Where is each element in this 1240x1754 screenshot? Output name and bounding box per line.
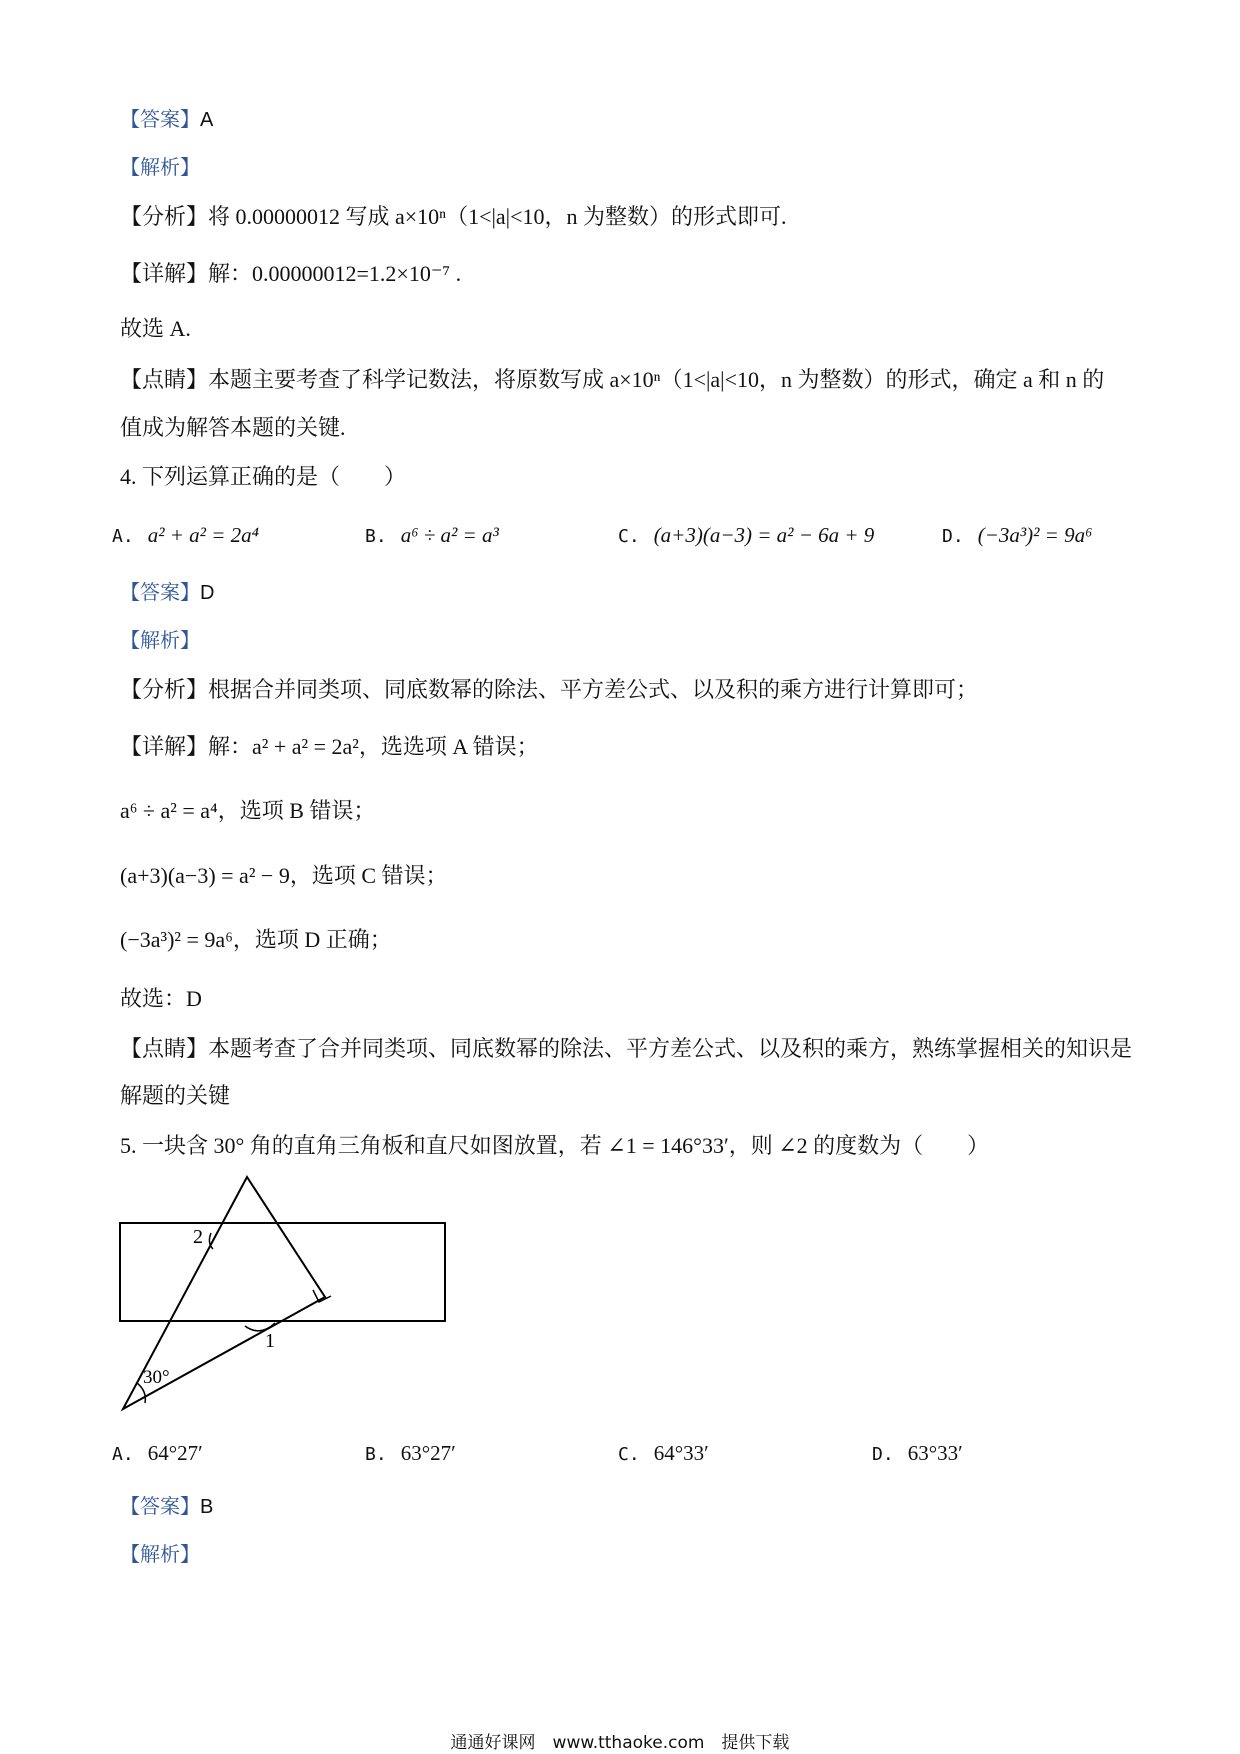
q4-xiangjie: 【详解】解：a² + a² = 2a²，选选项 A 错误；	[120, 734, 539, 759]
q5-answer-line	[120, 1492, 213, 1521]
q4-option-c	[618, 520, 874, 552]
q3-dianjing-1: 【点睛】本题主要考查了科学记数法，将原数写成 a×10ⁿ（1<|a|<10，n 为整数）的形式，确定 a 和 n 的	[120, 367, 1105, 392]
q4-dianjing-2: 解题的关键	[120, 1083, 231, 1108]
option-expr: 63°33′	[907, 1441, 963, 1465]
answer-value: A	[200, 109, 214, 131]
q3-answer-line	[120, 105, 213, 134]
q4-dianjing-1: 【点睛】本题考查了合并同类项、同底数幂的除法、平方差公式、以及积的乘方，熟练掌握相关的知识是	[120, 1036, 1133, 1061]
option-label: B.	[365, 526, 387, 547]
option-label: C.	[618, 526, 640, 547]
q5-option-a	[112, 1438, 203, 1470]
q5-option-d	[872, 1438, 963, 1470]
q3-xiangjie: 【详解】解：0.00000012=1.2×10⁻⁷ .	[120, 261, 462, 286]
answer-value: B	[200, 1496, 214, 1518]
q5-stem: 5. 一块含 30° 角的直角三角板和直尺如图放置，若 ∠1 = 146°33′，则 ∠2 的度数为（ ）	[120, 1133, 990, 1158]
option-expr: 63°27′	[400, 1441, 456, 1465]
q4-fenxi: 【分析】根据合并同类项、同底数幂的除法、平方差公式、以及积的乘方进行计算即可；	[120, 677, 979, 702]
q5-option-c	[618, 1438, 709, 1470]
option-expr: a⁶ ÷ a² = a³	[400, 523, 499, 547]
option-expr: (−3a³)² = 9a⁶	[977, 523, 1093, 547]
answer-value: D	[200, 582, 215, 604]
option-label: A.	[112, 526, 134, 547]
q4-step-d: (−3a³)² = 9a⁶，选项 D 正确；	[120, 927, 392, 952]
option-label: D.	[872, 1444, 894, 1465]
q5-option-b	[365, 1438, 456, 1470]
triangle-ruler-figure	[115, 1175, 455, 1415]
page-footer: 通通好课网 www.tthaoke.com 提供下载	[450, 1733, 790, 1753]
option-label: C.	[618, 1444, 640, 1465]
q3-analysis-tag: 【解析】	[120, 155, 200, 179]
q4-option-b	[365, 520, 499, 552]
q4-step-b: a⁶ ÷ a² = a⁴，选项 B 错误；	[120, 798, 376, 823]
q5-analysis-tag: 【解析】	[120, 1542, 200, 1566]
angle-30-label: 30°	[143, 1367, 170, 1388]
q4-answer-line	[120, 578, 214, 607]
option-label: B.	[365, 1444, 387, 1465]
q4-conclusion: 故选：D	[120, 986, 202, 1011]
q4-analysis-tag: 【解析】	[120, 628, 200, 652]
option-expr: 64°27′	[147, 1441, 203, 1465]
answer-tag: 【答案】	[120, 580, 200, 604]
option-expr: a² + a² = 2a⁴	[147, 523, 259, 547]
angle-2-label: 2	[193, 1226, 203, 1248]
option-label: A.	[112, 1444, 134, 1465]
answer-tag: 【答案】	[120, 1494, 200, 1518]
q3-conclusion: 故选 A.	[120, 316, 191, 341]
q4-stem: 4. 下列运算正确的是（ ）	[120, 464, 407, 489]
option-expr: 64°33′	[653, 1441, 709, 1465]
option-label: D.	[942, 526, 964, 547]
option-expr: (a+3)(a−3) = a² − 6a + 9	[653, 523, 875, 547]
q4-option-d	[942, 520, 1092, 552]
q4-option-a	[112, 520, 259, 552]
q4-step-c: (a+3)(a−3) = a² − 9，选项 C 错误；	[120, 863, 448, 888]
q3-dianjing-2: 值成为解答本题的关键.	[120, 415, 346, 440]
answer-tag: 【答案】	[120, 107, 200, 131]
q3-fenxi: 【分析】将 0.00000012 写成 a×10ⁿ（1<|a|<10，n 为整数）的形式即可.	[120, 204, 787, 229]
ruler-rectangle	[120, 1223, 445, 1321]
angle-1-label: 1	[265, 1330, 275, 1352]
